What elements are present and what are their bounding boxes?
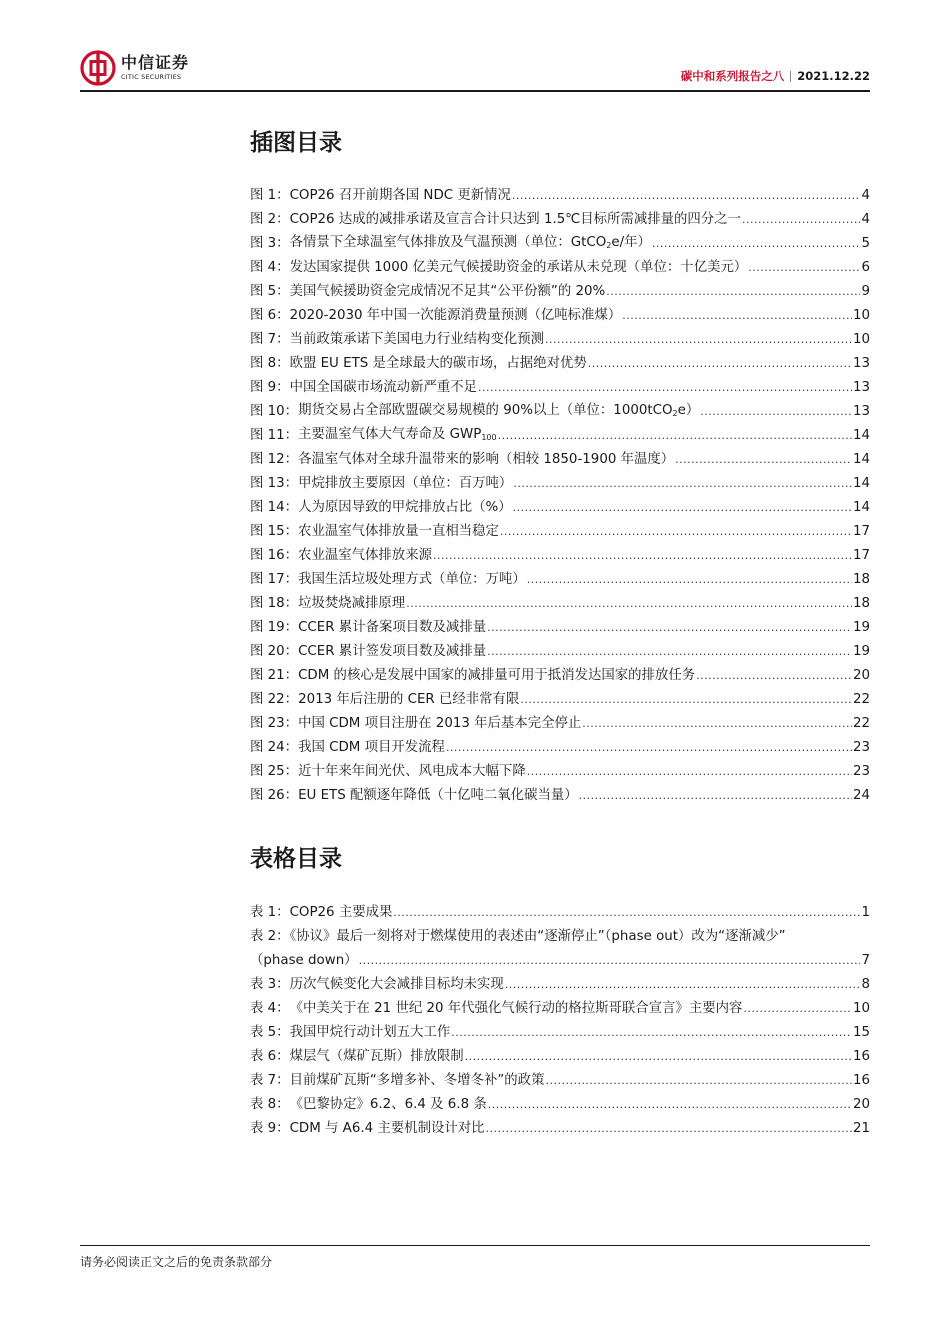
entry-title — [298, 472, 512, 496]
toc-entry[interactable] — [250, 520, 870, 544]
dot-leader — [545, 328, 852, 352]
entry-prefix: 图 13： — [250, 476, 299, 491]
toc-entry[interactable] — [250, 376, 870, 400]
entry-title — [298, 688, 519, 712]
entry-prefix: 图 16： — [250, 548, 299, 563]
entry-prefix: 图 26： — [250, 788, 299, 803]
dot-leader — [505, 973, 861, 997]
title-text: 美国气候援助资金完成情况不足其“公平份额”的 20% — [289, 284, 606, 299]
entry-page-number: 19 — [852, 620, 870, 635]
entry-title — [298, 448, 674, 472]
toc-entry[interactable] — [250, 184, 870, 208]
title-text: 甲烷排放主要原因（单位：百万吨） — [298, 476, 513, 491]
entry-page-number: 14 — [852, 428, 870, 443]
entry-title: 《巴黎协定》6.2、6.4 及 6.8 条 — [289, 1097, 487, 1112]
report-meta — [681, 68, 870, 84]
entry-page-number: 13 — [852, 404, 870, 419]
toc-entry[interactable] — [250, 424, 870, 448]
toc-entry[interactable] — [250, 1045, 870, 1069]
entry-title: CDM 与 A6.4 主要机制设计对比 — [289, 1121, 485, 1136]
entry-prefix: 图 17： — [250, 572, 299, 587]
toc-entry[interactable] — [250, 997, 870, 1021]
dot-leader — [478, 376, 852, 400]
dot-leader — [652, 232, 861, 256]
dot-leader — [451, 1021, 852, 1045]
entry-prefix: 表 1： — [250, 905, 290, 920]
toc-entry[interactable] — [250, 784, 870, 808]
entry-prefix: 表 8： — [250, 1097, 290, 1112]
entry-page-number: 13 — [852, 380, 870, 395]
entry-title — [298, 592, 405, 616]
entry-prefix: 表 3： — [250, 977, 290, 992]
dot-leader — [513, 472, 852, 496]
entry-page-number: 22 — [852, 692, 870, 707]
title-text: COP26 达成的减排承诺及宣言合计只达到 1.5℃目标所需减排量的四分之一 — [289, 212, 741, 227]
entry-page-number: 22 — [852, 716, 870, 731]
entry-title — [298, 423, 497, 448]
entry-title — [298, 760, 526, 784]
dot-leader — [545, 1069, 851, 1093]
entry-page-number: 24 — [852, 788, 870, 803]
entry-title — [298, 712, 581, 736]
title-text: 主要温室气体大气寿命及 GWP — [298, 427, 482, 442]
toc-entry[interactable] — [250, 736, 870, 760]
entry-prefix: 图 6： — [250, 308, 290, 323]
title-text: 我国生活垃圾处理方式（单位：万吨） — [298, 572, 526, 587]
entry-title: 历次气候变化大会减排目标均未实现 — [289, 977, 504, 992]
dot-leader — [486, 1117, 852, 1141]
entry-title — [298, 640, 486, 664]
toc-entry[interactable] — [250, 1069, 870, 1093]
brand-name-en: CITIC SECURITIES — [121, 73, 182, 82]
title-text: CDM 的核心是发展中国家的减排量可用于抵消发达国家的排放任务 — [298, 668, 696, 683]
brand-logo — [80, 50, 189, 86]
entry-title: 目前煤矿瓦斯“多增多补、冬增冬补”的政策 — [289, 1073, 545, 1088]
entry-prefix: 表 2： — [250, 929, 290, 944]
toc-entry[interactable] — [250, 1093, 870, 1117]
dot-leader — [393, 901, 860, 925]
title-text: 欧盟 EU ETS 是全球最大的碳市场，占据绝对优势 — [289, 356, 587, 371]
title-text: 我国 CDM 项目开发流程 — [298, 740, 445, 755]
header-rule — [80, 90, 870, 92]
title-text: EU ETS 配额逐年降低（十亿吨二氧化碳当量） — [298, 788, 578, 803]
entry-title — [298, 496, 512, 520]
dot-leader — [520, 688, 852, 712]
title-text: 农业温室气体排放量一直相当稳定 — [298, 524, 499, 539]
entry-page-number: 23 — [852, 740, 870, 755]
entry-title — [290, 376, 477, 400]
toc-entry[interactable] — [250, 496, 870, 520]
title-text: 人为原因导致的甲烷排放占比（%） — [298, 500, 512, 515]
entry-prefix: 图 12： — [250, 452, 299, 467]
entry-prefix: 图 2： — [250, 212, 290, 227]
entry-page-number: 15 — [852, 1025, 870, 1040]
entry-prefix: 图 18： — [250, 596, 299, 611]
entry-prefix: 图 11： — [250, 428, 299, 443]
toc-entry[interactable] — [250, 973, 870, 997]
title-text: 农业温室气体排放来源 — [298, 548, 432, 563]
subscript: 2 — [606, 241, 612, 250]
entry-prefix: 表 6： — [250, 1049, 290, 1064]
entry-title — [298, 544, 432, 568]
entry-title: 《中美关于在 21 世纪 20 年代强化气候行动的格拉斯哥联合宣言》主要内容 — [289, 1001, 743, 1016]
entry-page-number: 18 — [852, 572, 870, 587]
dot-leader — [512, 184, 861, 208]
entry-page-number: 20 — [852, 668, 870, 683]
entry-prefix: 图 21： — [250, 668, 299, 683]
title-text: CCER 累计备案项目数及减排量 — [298, 620, 487, 635]
entry-title: COP26 主要成果 — [289, 905, 393, 920]
entry-page-number: 8 — [861, 977, 870, 992]
title-text: 2020-2030 年中国一次能源消费量预测（亿吨标准煤） — [289, 308, 622, 323]
dot-leader — [675, 448, 852, 472]
dot-leader — [588, 352, 852, 376]
toc-entry[interactable] — [250, 280, 870, 304]
dot-leader — [606, 280, 860, 304]
dot-leader — [579, 784, 852, 808]
entry-page-number: 9 — [861, 284, 870, 299]
dot-leader — [446, 736, 852, 760]
entry-title — [290, 280, 606, 304]
entry-page-number: 20 — [852, 1097, 870, 1112]
entry-page-number: 14 — [852, 500, 870, 515]
toc-entry-line[interactable] — [250, 925, 870, 949]
dot-leader — [582, 712, 852, 736]
title-text: 当前政策承诺下美国电力行业结构变化预测 — [289, 332, 544, 347]
toc-entry[interactable] — [250, 1117, 870, 1141]
entry-prefix: 图 3： — [250, 236, 290, 251]
entry-page-number: 4 — [861, 212, 870, 227]
dot-leader — [527, 760, 852, 784]
entry-prefix: 图 23： — [250, 716, 299, 731]
entry-prefix: 图 20： — [250, 644, 299, 659]
figures-toc — [250, 184, 870, 808]
toc-entry[interactable] — [250, 472, 870, 496]
entry-title — [290, 256, 748, 280]
entry-title — [298, 568, 526, 592]
entry-title — [298, 784, 578, 808]
dot-leader — [748, 256, 860, 280]
title-text: 发达国家提供 1000 亿美元气候援助资金的承诺从未兑现（单位：十亿美元） — [289, 260, 748, 275]
toc-entry[interactable] — [250, 664, 870, 688]
entry-page-number: 10 — [852, 1001, 870, 1016]
footer-disclaimer: 请务必阅读正文之后的免责条款部分 — [80, 1255, 273, 1269]
entry-page-number: 10 — [852, 332, 870, 347]
dot-leader — [513, 496, 852, 520]
dot-leader — [488, 1093, 852, 1117]
entry-prefix: 图 7： — [250, 332, 290, 347]
tables-toc — [250, 901, 870, 1141]
entry-prefix: 表 7： — [250, 1073, 290, 1088]
entry-prefix: 表 4： — [250, 1001, 290, 1016]
entry-page-number: 16 — [852, 1049, 870, 1064]
entry-title — [290, 208, 741, 232]
entry-page-number: 14 — [852, 476, 870, 491]
title-text: 中国 CDM 项目注册在 2013 年后基本完全停止 — [298, 716, 582, 731]
dot-leader — [406, 592, 852, 616]
report-date: 2021.12.22 — [797, 69, 870, 83]
dot-leader — [742, 208, 861, 232]
dot-leader — [500, 520, 852, 544]
entry-page-number: 14 — [852, 452, 870, 467]
dot-leader — [696, 664, 852, 688]
dot-leader — [622, 304, 852, 328]
entry-title: 我国甲烷行动计划五大工作 — [289, 1025, 451, 1040]
subscript: 100 — [481, 433, 497, 442]
dot-leader — [700, 400, 852, 424]
entry-title — [290, 184, 511, 208]
page-header — [80, 40, 870, 92]
entry-page-number: 13 — [852, 356, 870, 371]
entry-prefix: 图 8： — [250, 356, 290, 371]
toc-entry[interactable] — [250, 328, 870, 352]
title-text: 期货交易占全部欧盟碳交易规模的 90%以上（单位：1000tCO — [298, 403, 673, 418]
toc-entry[interactable] — [250, 1021, 870, 1045]
brand-name-cn: 中信证券 — [121, 53, 190, 73]
entry-title-continuation: （phase down） — [250, 953, 358, 968]
entry-title — [298, 736, 445, 760]
entry-title — [298, 616, 486, 640]
title-text: 垃圾焚烧减排原理 — [298, 596, 406, 611]
entry-page-number: 16 — [852, 1073, 870, 1088]
entry-page-number: 4 — [861, 188, 870, 203]
entry-title — [298, 664, 695, 688]
entry-page-number: 17 — [852, 524, 870, 539]
entry-page-number: 19 — [852, 644, 870, 659]
entry-title: 煤层气（煤矿瓦斯）排放限制 — [289, 1049, 464, 1064]
citic-logo-icon — [80, 50, 116, 86]
footer-rule — [80, 1245, 870, 1246]
entry-page-number: 6 — [861, 260, 870, 275]
toc-entry[interactable] — [250, 760, 870, 784]
title-text: COP26 召开前期各国 NDC 更新情况 — [289, 188, 511, 203]
dot-leader — [743, 997, 852, 1021]
title-text: 近十年来年间光伏、风电成本大幅下降 — [298, 764, 526, 779]
toc-entry[interactable] — [250, 688, 870, 712]
entry-prefix: 表 9： — [250, 1121, 290, 1136]
toc-entry[interactable] — [250, 616, 870, 640]
entry-page-number: 23 — [852, 764, 870, 779]
tables-heading: 表格目录 — [250, 846, 342, 872]
entry-prefix: 图 1： — [250, 188, 290, 203]
toc-entry[interactable] — [250, 592, 870, 616]
entry-title — [290, 328, 544, 352]
entry-prefix: 图 10： — [250, 404, 299, 419]
entry-prefix: 图 22： — [250, 692, 299, 707]
entry-page-number: 21 — [852, 1121, 870, 1136]
title-text: 各情景下全球温室气体排放及气温预测（单位：GtCO — [289, 235, 607, 250]
dot-leader — [359, 949, 861, 973]
report-series: 碳中和系列报告之八 — [680, 69, 785, 83]
entry-title — [290, 231, 651, 256]
toc-entry[interactable] — [250, 208, 870, 232]
entry-prefix: 图 5： — [250, 284, 290, 299]
dot-leader — [527, 568, 852, 592]
entry-prefix: 图 24： — [250, 740, 299, 755]
toc-entry[interactable] — [250, 448, 870, 472]
entry-prefix: 图 14： — [250, 500, 299, 515]
toc-entry[interactable] — [250, 640, 870, 664]
entry-prefix: 图 4： — [250, 260, 290, 275]
toc-entry[interactable] — [250, 256, 870, 280]
toc-entry[interactable] — [250, 901, 870, 925]
title-text: e） — [677, 403, 700, 418]
entry-page-number: 7 — [861, 953, 870, 968]
entry-prefix: 图 19： — [250, 620, 299, 635]
entry-page-number: 17 — [852, 548, 870, 563]
entry-page-number: 18 — [852, 596, 870, 611]
entry-page-number: 10 — [852, 308, 870, 323]
toc-entry[interactable] — [250, 544, 870, 568]
dot-leader — [487, 640, 852, 664]
entry-page-number: 1 — [861, 905, 870, 920]
toc-entry[interactable] — [250, 568, 870, 592]
entry-title — [298, 399, 699, 424]
dot-leader — [487, 616, 852, 640]
entry-prefix: 图 15： — [250, 524, 299, 539]
toc-entry[interactable] — [250, 712, 870, 736]
title-text: CCER 累计签发项目数及减排量 — [298, 644, 487, 659]
toc-entry[interactable] — [250, 949, 870, 973]
header-divider — [790, 71, 791, 82]
entry-title — [290, 304, 622, 328]
entry-page-number: 5 — [861, 236, 870, 251]
dot-leader — [433, 544, 852, 568]
toc-entry[interactable] — [250, 304, 870, 328]
figures-heading: 插图目录 — [250, 130, 342, 156]
dot-leader — [465, 1045, 852, 1069]
toc-entry[interactable] — [250, 232, 870, 256]
entry-prefix: 表 5： — [250, 1025, 290, 1040]
dot-leader — [498, 424, 852, 448]
entry-title — [290, 352, 587, 376]
toc-entry[interactable] — [250, 400, 870, 424]
toc-entry[interactable] — [250, 352, 870, 376]
subscript: 2 — [672, 409, 678, 418]
title-text: 2013 年后注册的 CER 已经非常有限 — [298, 692, 520, 707]
entry-title: 《协议》最后一刻将对于燃煤使用的表述由“逐渐停止”（phase out）改为“逐渐减少” — [289, 929, 786, 944]
title-text: e/年） — [611, 235, 651, 250]
entry-title — [298, 520, 499, 544]
title-text: 中国全国碳市场流动新严重不足 — [289, 380, 478, 395]
entry-prefix: 图 9： — [250, 380, 290, 395]
entry-prefix: 图 25： — [250, 764, 299, 779]
title-text: 各温室气体对全球升温带来的影响（相较 1850-1900 年温度） — [298, 452, 675, 467]
